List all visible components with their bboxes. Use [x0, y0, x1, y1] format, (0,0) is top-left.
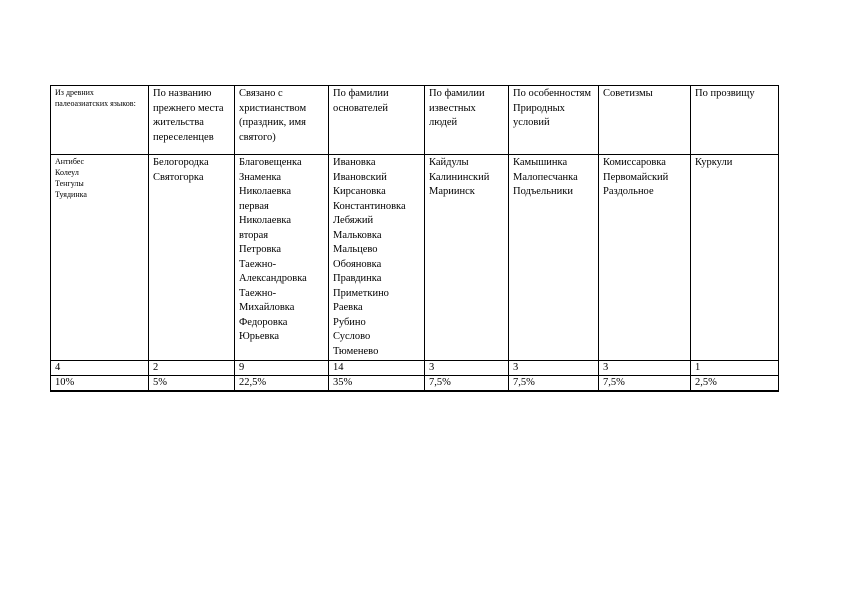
place-name: Суслово	[333, 331, 371, 342]
place-name: Белогородка	[153, 157, 209, 168]
place-name: Камышинка	[513, 157, 568, 168]
names-cell-natural-conditions	[509, 155, 599, 361]
header-cell-nickname: По прозвищу	[691, 86, 779, 155]
place-name: Федоровка	[239, 316, 288, 328]
names-cell-christianity	[235, 155, 329, 361]
names-cell-former-residence	[149, 155, 235, 361]
place-name: Ивановский	[333, 171, 387, 183]
percent-cell: 7,5%	[425, 376, 509, 392]
place-name: Александровка	[239, 273, 307, 284]
toponym-table	[50, 85, 779, 392]
place-name: Рубино	[333, 316, 366, 328]
names-row	[51, 155, 779, 361]
place-name: Подъельники	[513, 186, 573, 197]
place-name: Первомайский	[603, 171, 669, 183]
count-cell: 9	[235, 361, 329, 376]
percent-cell: 7,5%	[599, 376, 691, 392]
header-cell-christianity: Связано с христианством (праздник, имя святого)	[235, 86, 329, 155]
place-name: Ивановка	[333, 157, 376, 168]
header-cell-sovietisms: Советизмы	[599, 86, 691, 155]
names-cell-nickname	[691, 155, 779, 361]
place-name: Кирсановка	[333, 186, 386, 197]
place-name: Знаменка	[239, 171, 282, 183]
count-cell: 2	[149, 361, 235, 376]
place-name: Комиссаровка	[603, 157, 666, 168]
count-cell: 3	[599, 361, 691, 376]
place-name: Петровка	[239, 244, 282, 255]
place-name: Туядинка	[55, 190, 87, 199]
place-name: Тюменево	[333, 345, 379, 357]
place-name: Константиновка	[333, 200, 406, 212]
place-name: Николаевка	[239, 215, 292, 226]
percent-row	[51, 376, 779, 392]
percent-cell: 35%	[329, 376, 425, 392]
place-name: Мариинск	[429, 186, 475, 197]
place-name: Николаевка	[239, 186, 292, 197]
header-row	[51, 86, 779, 155]
place-name: Юрьевка	[239, 331, 280, 342]
header-cell-natural-conditions: По особенностям Природных условий	[509, 86, 599, 155]
place-name: Обояновка	[333, 258, 382, 270]
place-name: Калининский	[429, 171, 490, 183]
count-cell: 3	[509, 361, 599, 376]
count-cell: 1	[691, 361, 779, 376]
header-cell-founders-surname: По фамилии основателей	[329, 86, 425, 155]
percent-cell: 2,5%	[691, 376, 779, 392]
place-name: Таежно-	[239, 287, 277, 299]
place-name: Мальцево	[333, 244, 378, 255]
count-cell: 14	[329, 361, 425, 376]
place-name: Куркули	[695, 157, 733, 168]
place-name: Кайдулы	[429, 157, 469, 168]
names-cell-famous-people	[425, 155, 509, 361]
header-cell-ancient-languages: Из древних палеоазиатских языков:	[51, 86, 149, 155]
count-row	[51, 361, 779, 376]
percent-cell: 10%	[51, 376, 149, 392]
place-name: Тенгулы	[55, 179, 84, 188]
place-name: вторая	[239, 229, 269, 241]
place-name: Малопесчанка	[513, 171, 578, 183]
place-name: Таежно-	[239, 258, 277, 270]
names-cell-ancient-languages	[51, 155, 149, 361]
place-name: Правдинка	[333, 273, 382, 284]
percent-cell: 22,5%	[235, 376, 329, 392]
place-name: Колеул	[55, 168, 79, 177]
place-name: первая	[239, 200, 269, 212]
header-cell-famous-people: По фамилии известных людей	[425, 86, 509, 155]
place-name: Мальковка	[333, 229, 382, 241]
place-name: Приметкино	[333, 287, 389, 299]
header-cell-former-residence: По названию прежнего места жительства переселенцев	[149, 86, 235, 155]
place-name: Благовещенка	[239, 157, 302, 168]
names-cell-founders-surname	[329, 155, 425, 361]
percent-cell: 5%	[149, 376, 235, 392]
count-cell: 4	[51, 361, 149, 376]
place-name: Лебяжий	[333, 215, 374, 226]
place-name: Антибес	[55, 157, 85, 166]
place-name: Раздольное	[603, 186, 654, 197]
place-name: Раевка	[333, 302, 363, 313]
names-cell-sovietisms	[599, 155, 691, 361]
count-cell: 3	[425, 361, 509, 376]
place-name: Святогорка	[153, 171, 204, 183]
percent-cell: 7,5%	[509, 376, 599, 392]
place-name: Михайловка	[239, 302, 295, 313]
